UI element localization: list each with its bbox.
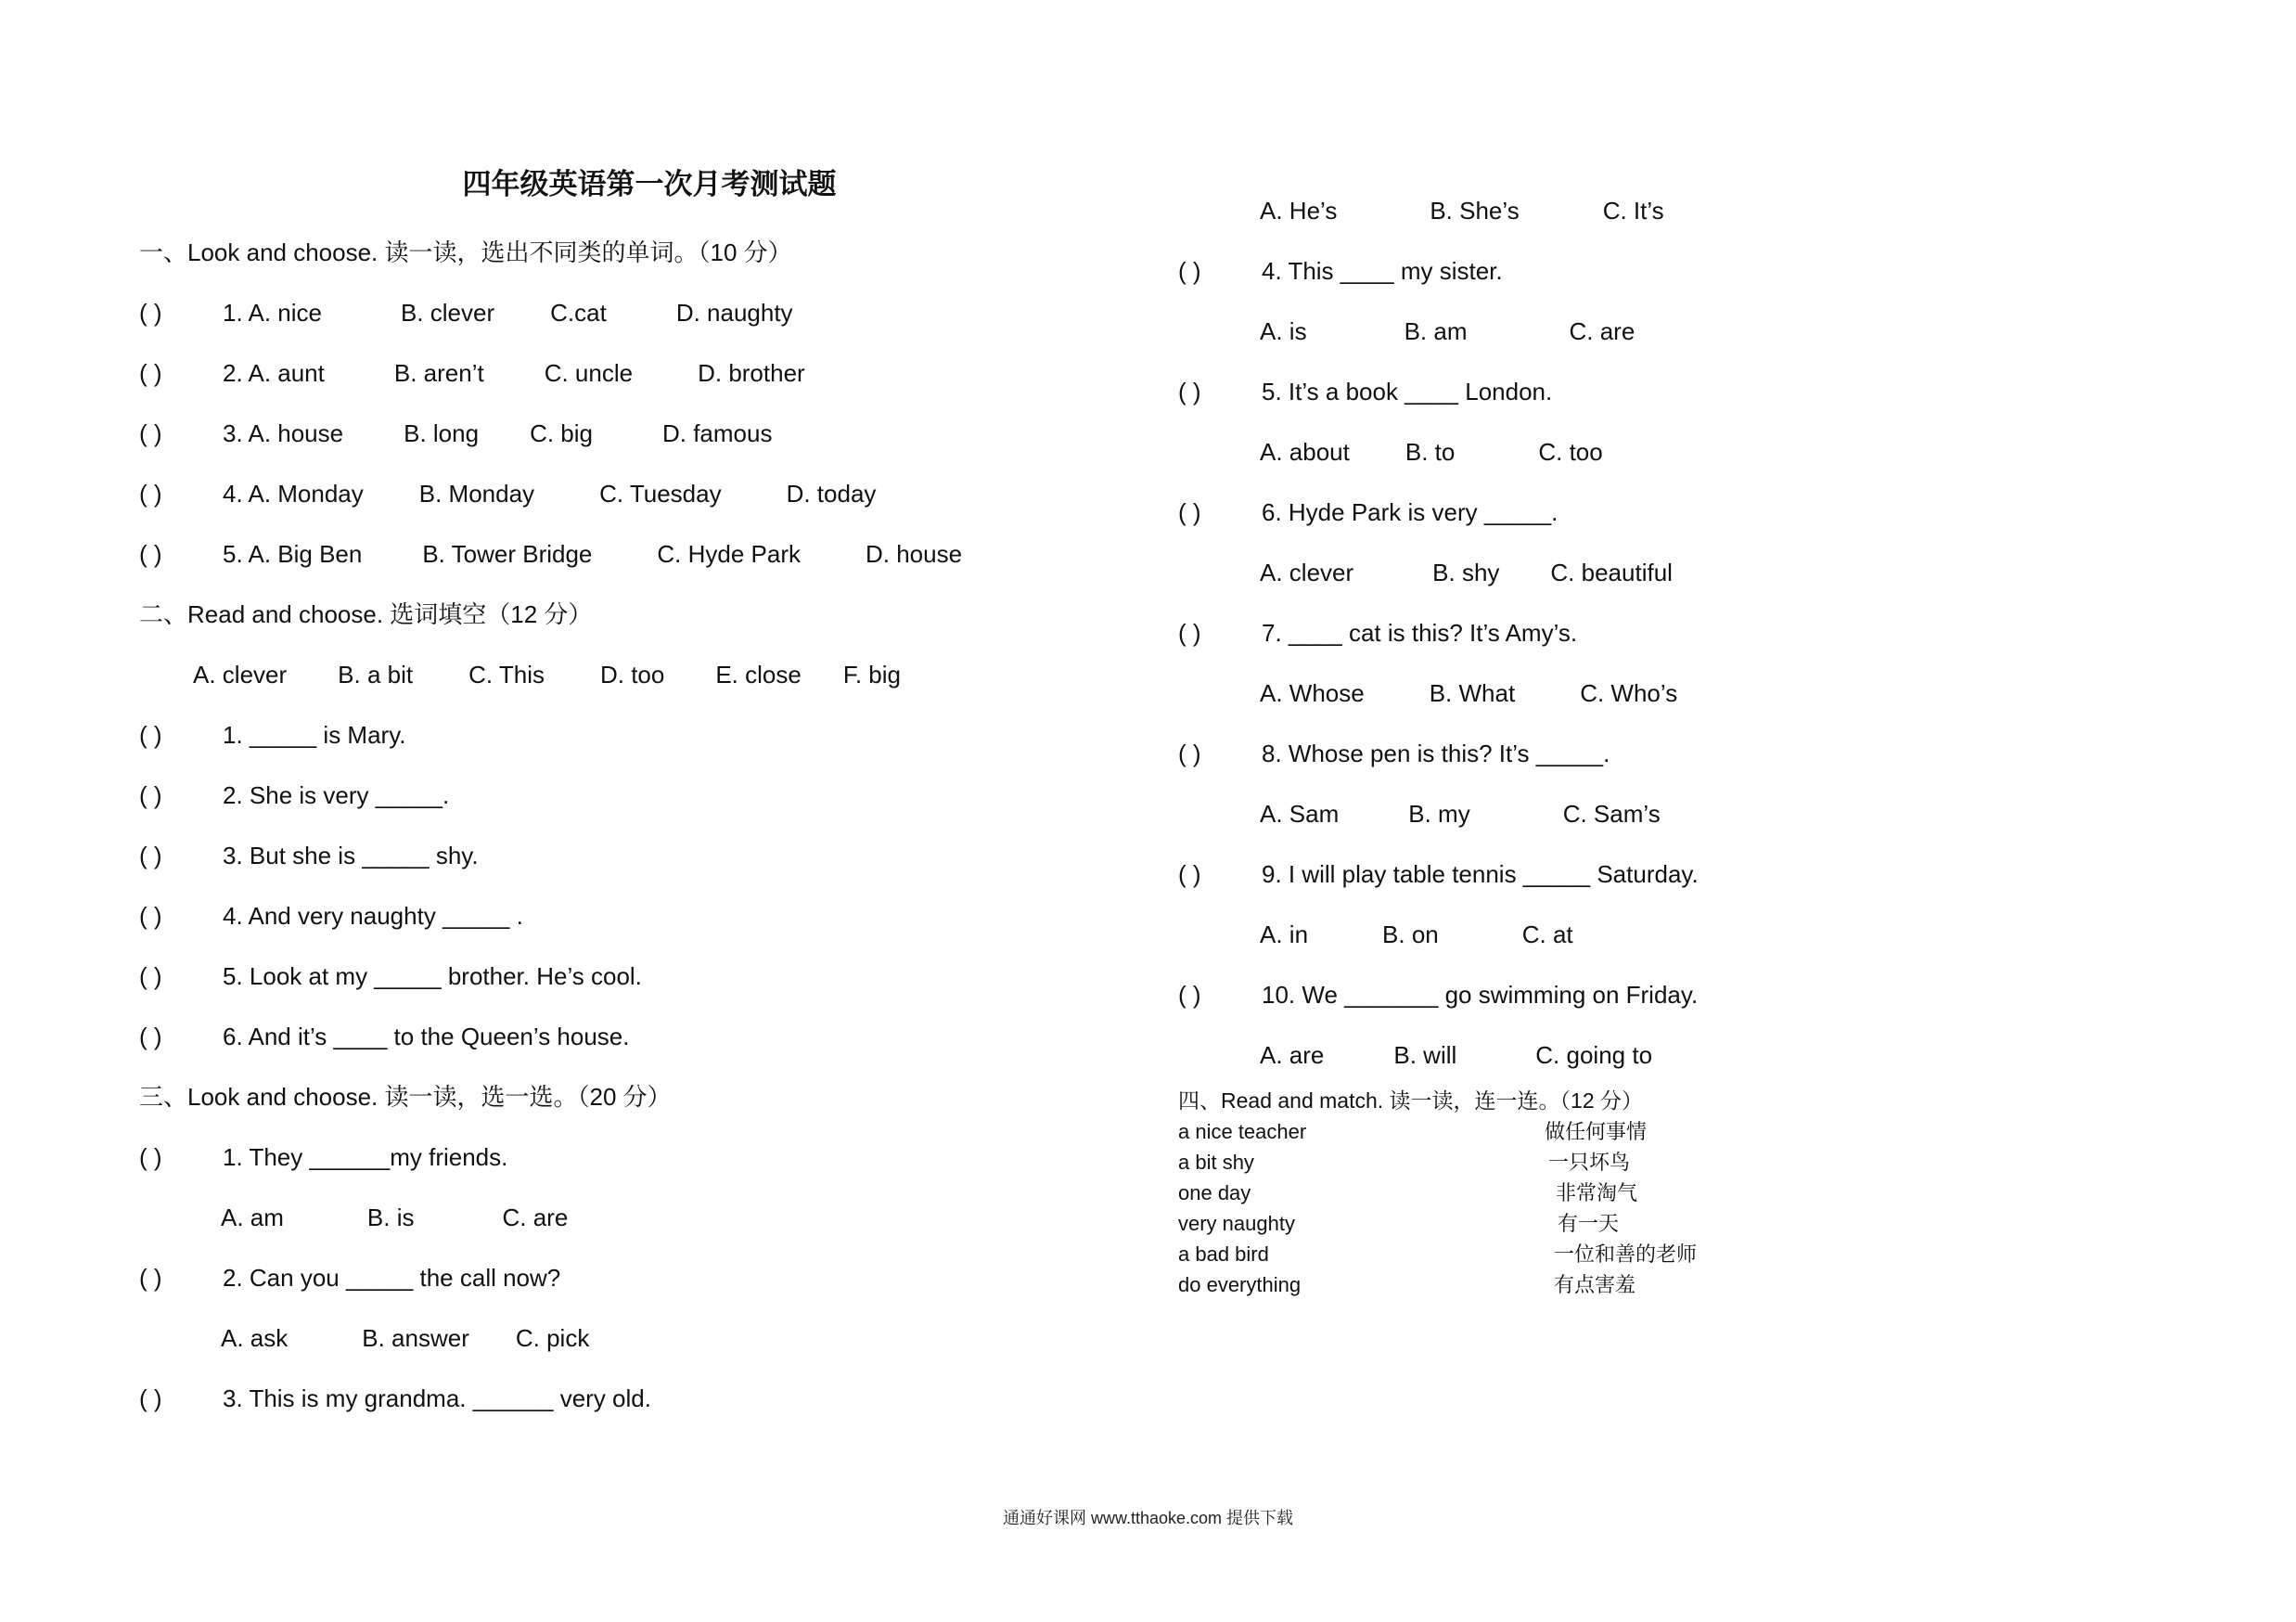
options-row [1178,543,2180,603]
answer-blank[interactable]: ( ) [139,540,162,568]
question-text: 6. Hyde Park is very _____. [1262,498,1558,526]
option[interactable]: A. about [1260,438,1350,466]
option[interactable]: B. am [1404,317,1468,345]
answer-blank[interactable]: ( ) [139,419,162,447]
match-row [1178,1147,2180,1178]
answer-blank[interactable]: ( ) [139,902,162,930]
answer-blank[interactable]: ( ) [1178,378,1201,406]
option[interactable]: C. are [502,1204,569,1231]
answer-blank[interactable]: ( ) [1178,498,1201,526]
section3-questions-right [1178,181,2180,1086]
option: C. uncle [544,359,634,387]
match-chinese: 做任何事情 [1545,1120,1648,1143]
option: D. famous [661,419,773,447]
answer-blank[interactable]: ( ) [139,1384,162,1412]
question-text: 7. ____ cat is this? It’s Amy’s. [1262,619,1578,647]
option[interactable]: C. are [1569,317,1635,345]
option: B. Tower Bridge [422,540,593,568]
word-bank-item: D. too [599,661,665,689]
question-text: 3. This is my grandma. ______ very old. [223,1384,651,1412]
question-row [139,886,1122,946]
match-chinese: 一位和善的老师 [1554,1242,1698,1266]
options-row [139,1308,1122,1369]
answer-blank[interactable]: ( ) [139,721,162,749]
match-english: one day [1178,1181,1251,1204]
question-row [1178,844,2180,905]
answer-blank[interactable]: ( ) [139,962,162,990]
section4-heading: 四、Read and match. 读一读，连一连。（12 分） [1178,1088,1644,1113]
section2-questions [139,705,1122,1067]
options-row [139,1188,1122,1248]
answer-blank[interactable]: ( ) [1178,257,1201,285]
option: C.cat [550,299,607,327]
question-text: 9. I will play table tennis _____ Saturday. [1262,860,1699,888]
footer-source: 通通好课网 www.tthaoke.com 提供下载 [1002,1509,1294,1527]
question-row [139,464,1122,524]
question-row [139,1127,1122,1188]
question-row [1178,965,2180,1025]
question-first-option: 3. A. house [223,419,344,447]
question-first-option: 4. A. Monday [223,480,364,508]
question-row [1178,241,2180,302]
option[interactable]: C. too [1538,438,1603,466]
match-row [1178,1269,2180,1300]
section3-questions-left [139,1127,1122,1429]
answer-blank[interactable]: ( ) [139,1023,162,1050]
question-row [139,1369,1122,1429]
question-text: 8. Whose pen is this? It’s _____. [1262,740,1610,767]
options-row [1178,1025,2180,1086]
option: D. house [866,540,963,568]
option[interactable]: B. my [1408,800,1470,828]
option[interactable]: C. Sam’s [1562,800,1661,828]
question-row [139,766,1122,826]
section1-heading: 一、Look and choose. 读一读，选出不同类的单词。（10 分） [139,238,792,266]
question-row [1178,362,2180,422]
option: B. long [404,419,480,447]
section3-heading: 三、Look and choose. 读一读，选一选。（20 分） [139,1083,672,1111]
option[interactable]: A. are [1260,1041,1325,1069]
question-text: 1. _____ is Mary. [223,721,406,749]
question-text: 5. It’s a book ____ London. [1262,378,1553,406]
answer-blank[interactable]: ( ) [139,842,162,869]
question-row [139,705,1122,766]
option[interactable]: A. ask [221,1324,289,1352]
option[interactable]: C. beautiful [1550,559,1673,586]
options-row [1178,663,2180,724]
answer-blank[interactable]: ( ) [1178,981,1201,1009]
answer-blank[interactable]: ( ) [139,781,162,809]
question-row [1178,603,2180,663]
options-row [1178,905,2180,965]
match-chinese: 有点害羞 [1554,1273,1636,1296]
question-row [139,343,1122,404]
word-bank-item: F. big [842,661,901,689]
option[interactable]: B. to [1405,438,1456,466]
option[interactable]: B. will [1393,1041,1457,1069]
options-row [1178,302,2180,362]
option: B. Monday [418,480,535,508]
option[interactable]: B. answer [362,1324,469,1352]
left-column [139,168,1122,1429]
question-row [139,946,1122,1007]
options-row [1178,181,2180,241]
answer-blank[interactable]: ( ) [139,299,162,327]
match-row [1178,1116,2180,1147]
option: D. today [786,480,877,508]
option: D. naughty [675,299,793,327]
option[interactable]: A. clever [1260,559,1354,586]
match-english: very naughty [1178,1212,1295,1235]
option[interactable]: A. in [1260,920,1309,948]
question-row [139,1007,1122,1067]
option[interactable]: B. She’s [1430,197,1520,225]
option: C. big [530,419,593,447]
option[interactable]: B. is [366,1204,415,1231]
page-title: 四年级英语第一次月考测试题 [462,168,837,201]
answer-blank[interactable]: ( ) [1178,860,1201,888]
option[interactable]: C. at [1521,920,1573,948]
section4 [1178,1086,2180,1300]
section2-word-bank [139,645,1122,705]
question-row [139,524,1122,585]
option[interactable]: A. He’s [1260,197,1338,225]
match-english: a bit shy [1178,1151,1254,1174]
answer-blank[interactable]: ( ) [1178,740,1201,767]
question-first-option: 1. A. nice [223,299,322,327]
question-first-option: 2. A. aunt [223,359,325,387]
option[interactable]: A. Whose [1260,679,1365,707]
right-column [1178,181,2180,1300]
match-row [1178,1239,2180,1269]
match-chinese: 有一天 [1558,1212,1620,1235]
question-row [139,826,1122,886]
word-bank-item: B. a bit [338,661,414,689]
option: C. Tuesday [599,480,722,508]
option[interactable]: A. am [221,1204,284,1231]
question-text: 5. Look at my _____ brother. He’s cool. [223,962,642,990]
match-row [1178,1178,2180,1208]
question-row [139,404,1122,464]
section1-questions [139,283,1122,585]
match-english: do everything [1178,1273,1302,1296]
option: D. brother [698,359,805,387]
match-chinese: 一只坏鸟 [1548,1151,1631,1174]
question-text: 3. But she is _____ shy. [223,842,479,869]
match-english: a bad bird [1178,1242,1269,1266]
question-text: 2. Can you _____ the call now? [223,1264,561,1292]
answer-blank[interactable]: ( ) [139,480,162,508]
question-text: 1. They ______my friends. [223,1143,508,1171]
section2-heading: 二、Read and choose. 选词填空（12 分） [139,600,593,628]
question-text: 4. This ____ my sister. [1262,257,1503,285]
options-row [1178,422,2180,483]
question-row [139,1248,1122,1308]
options-row [1178,784,2180,844]
question-row [139,283,1122,343]
word-bank-item: C. This [468,661,545,689]
option[interactable]: C. Who’s [1580,679,1678,707]
option[interactable]: A. Sam [1260,800,1340,828]
answer-blank[interactable]: ( ) [139,359,162,387]
option[interactable]: C. pick [515,1324,590,1352]
question-row [1178,483,2180,543]
option[interactable]: B. What [1429,679,1516,707]
question-text: 4. And very naughty _____ . [223,902,523,930]
word-bank-item: A. clever [193,661,288,689]
option: C. Hyde Park [657,540,801,568]
match-row [1178,1208,2180,1239]
question-text: 10. We _______ go swimming on Friday. [1262,981,1699,1009]
match-english: a nice teacher [1178,1120,1307,1143]
answer-blank[interactable]: ( ) [139,1264,162,1292]
option[interactable]: C. going to [1535,1041,1653,1069]
option: B. aren’t [393,359,484,387]
option: B. clever [400,299,495,327]
question-text: 6. And it’s ____ to the Queen’s house. [223,1023,630,1050]
option[interactable]: B. shy [1432,559,1500,586]
match-chinese: 非常淘气 [1556,1181,1638,1204]
section4-match-rows [1178,1116,2180,1300]
word-bank-item: E. close [715,661,802,689]
answer-blank[interactable]: ( ) [139,1143,162,1171]
option[interactable]: A. is [1260,317,1307,345]
option[interactable]: B. on [1382,920,1439,948]
question-text: 2. She is very _____. [223,781,450,809]
answer-blank[interactable]: ( ) [1178,619,1201,647]
option[interactable]: C. It’s [1602,197,1664,225]
question-row [1178,724,2180,784]
question-first-option: 5. A. Big Ben [223,540,363,568]
